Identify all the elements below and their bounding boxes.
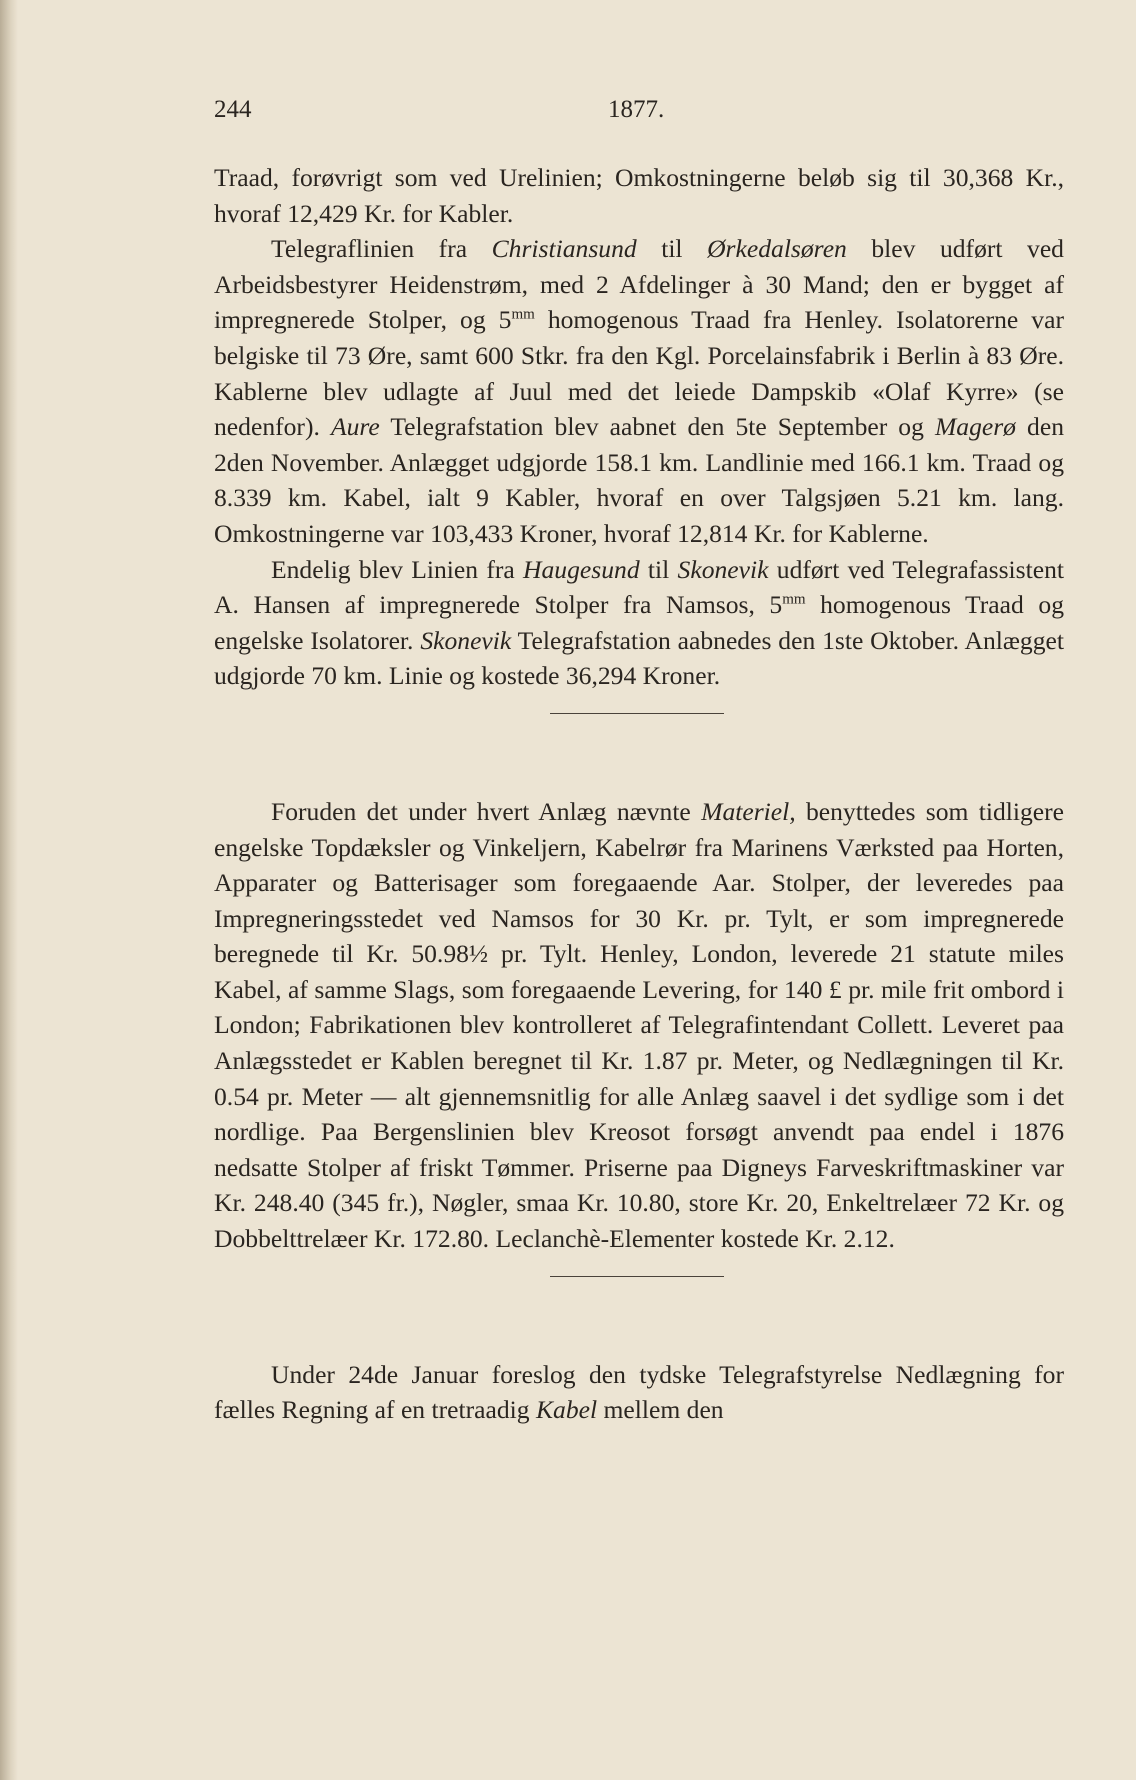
p3-text-a: Endelig blev Linien fra xyxy=(271,554,524,584)
p2-text-e: Telegrafstation blev aabnet den 5te September og xyxy=(379,412,935,442)
p2-text-b: til xyxy=(636,234,708,264)
body-text xyxy=(214,160,1064,1428)
place-haugesund: Haugesund xyxy=(523,554,640,584)
section-divider-2 xyxy=(550,1276,724,1277)
p3-text-b: til xyxy=(639,554,678,584)
p2-text-c: blev udført ved Arbeidsbestyrer Heidenstrøm, med 2 Afdelinger à 30 Mand; den er bygget af impregnerede Stolper, og 5 xyxy=(214,234,1064,335)
p4-text-a: Foruden det under hvert Anlæg nævnte xyxy=(271,796,702,826)
paragraph-1-text: Traad, forøvrigt som ved Urelinien; Omkostningerne beløb sig til 30,368 Kr., hvoraf 12,429 Kr. for Kabler. xyxy=(214,163,1064,228)
p3-text-c: udført ved Telegrafassistent A. Hansen af impregnerede Stolper fra Namsos, 5 xyxy=(214,554,1064,620)
p2-text-a: Telegraflinien fra xyxy=(271,234,492,264)
p5-text-a: Under 24de Januar foreslog den tydske Telegrafstyrelse Nedlægning for fælles Regning af en tretraadig xyxy=(214,1359,1064,1425)
p2-text-d: homogenous Traad fra Henley. Isolatorerne var belgiske til 73 Øre, samt 600 Stkr. fra den Kgl. Porcelainsfabrik i Berlin à 83 Øre. Kablerne blev udlagte af Juul med det leiede Dampskib «Olaf Kyrre» (se nedenfor). xyxy=(214,305,1064,442)
page-number: 244 xyxy=(214,96,252,123)
running-head xyxy=(214,96,1064,136)
place-christiansund: Christiansund xyxy=(491,234,637,264)
paragraph-1 xyxy=(214,160,1064,231)
spacer-2 xyxy=(214,1297,1064,1357)
running-head-year: 1877. xyxy=(608,96,665,123)
paragraph-3 xyxy=(214,552,1064,694)
p2-unit-superscript: mm xyxy=(511,306,535,323)
spacer-1 xyxy=(214,734,1064,794)
p3-unit-superscript: mm xyxy=(782,591,806,608)
place-aure: Aure xyxy=(330,412,380,442)
paragraph-4 xyxy=(214,794,1064,1257)
paragraph-5 xyxy=(214,1357,1064,1428)
p4-text-b: benyttedes som tidligere engelske Topdæksler og Vinkeljern, Kabelrør fra Marinens Værksted paa Horten, Apparater og Batterisager som foregaaende Aar. Stolper, der leveredes paa Impregneringsstedet ved Namsos for 30 Kr. pr. Tylt, er som impregnerede beregnede til Kr. 50.98½ pr. Tylt. Henley, London, leverede 21 statute miles Kabel, af samme Slags, som foregaaende Levering, for 140 £ pr. mile frit ombord i London; Fabrikationen blev kontrolleret af Telegrafintendant Collett. Leveret paa Anlægsstedet er Kablen beregnet til Kr. 1.87 pr. Meter, og Nedlægningen til Kr. 0.54 pr. Meter — alt gjennemsnitlig for alle Anlæg saavel i det sydlige som i det nordlige. Paa Bergenslinien blev Kreosot forsøgt anvendt paa endel i 1876 nedsatte Stolper af friskt Tømmer. Priserne paa Digneys Farveskriftmaskiner var Kr. 248.40 (345 fr.), Nøgler, smaa Kr. 10.80, store Kr. 20, Enkeltrelæer 72 Kr. og Dobbelttrelæer Kr. 172.80. Leclanchè-Elementer kostede Kr. 2.12. xyxy=(214,796,1064,1254)
term-materiel: Materiel, xyxy=(701,796,796,826)
p5-text-b: mellem den xyxy=(597,1395,724,1425)
section-divider-1 xyxy=(550,713,724,714)
paragraph-2 xyxy=(214,231,1064,551)
p2-text-f: den 2den November. Anlægget udgjorde 158.1 km. Landlinie med 166.1 km. Traad og 8.339 km. Kabel, ialt 9 Kabler, hvoraf en over Talgsjøen 5.21 km. lang. Omkostningerne var 103,433 Kroner, hvoraf 12,814 Kr. for Kablerne. xyxy=(214,412,1064,548)
place-skonevik-2: Skonevik xyxy=(420,625,512,655)
place-magero: Magerø xyxy=(934,412,1016,442)
section-divider-1-wrap xyxy=(214,694,1064,734)
p3-text-d: homogenous Traad og engelske Isolatorer. xyxy=(214,590,1064,655)
p3-text-e: Telegrafstation aabnedes den 1ste Oktober. Anlægget udgjorde 70 km. Linie og kostede 36,294 Kroner. xyxy=(214,625,1064,691)
place-orkedalsoren: Ørkedalsøren xyxy=(707,234,847,264)
term-kabel: Kabel xyxy=(535,1395,598,1425)
place-skonevik: Skonevik xyxy=(677,554,769,584)
section-divider-2-wrap xyxy=(214,1257,1064,1297)
